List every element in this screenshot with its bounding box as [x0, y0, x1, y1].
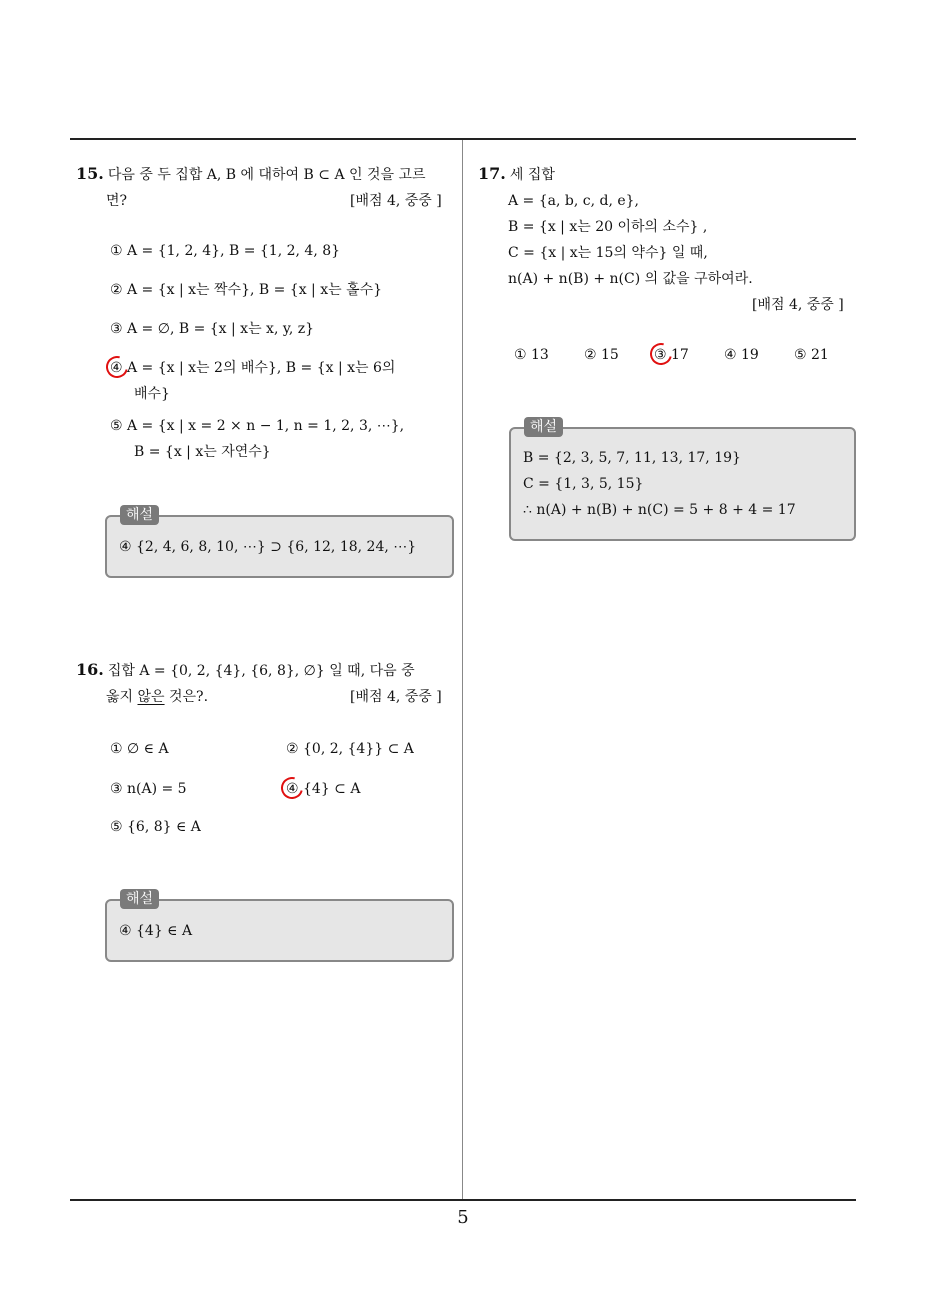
q17-set-b: B = {x | x는 20 이하의 소수} ,: [508, 219, 708, 235]
q15-score: [배점 4, 중중 ]: [350, 193, 442, 209]
q16-choice-3[interactable]: ③ n(A) = 5: [110, 781, 187, 797]
q15-choice-5[interactable]: ⑤ A = {x | x = 2 × n − 1, n = 1, 2, 3, ⋯},: [110, 418, 405, 434]
q17-choice-5[interactable]: ⑤ 21: [794, 347, 829, 363]
q15-choice-4[interactable]: ④ A = {x | x는 2의 배수}, B = {x | x는 6의: [110, 360, 396, 376]
q16-choice-1[interactable]: ① ∅ ∈ A: [110, 741, 169, 757]
q16-solution-text: ④ {4} ∈ A: [119, 923, 193, 939]
q15-solution-tag: 해설: [120, 505, 159, 525]
q15-stem-line1: 15. 다음 중 두 집합 A, B 에 대하여 B ⊂ A 인 것을 고르: [76, 164, 426, 183]
q16-choice-5[interactable]: ⑤ {6, 8} ∈ A: [110, 819, 201, 835]
column-divider: [462, 140, 463, 1200]
page-number: 5: [457, 1207, 469, 1228]
q16-choice-4[interactable]: ④ {4} ⊂ A: [286, 781, 361, 797]
q17-set-a: A = {a, b, c, d, e},: [508, 193, 640, 209]
q17-number: 17.: [478, 164, 506, 183]
q15-choice-5-cont: B = {x | x는 자연수}: [134, 444, 271, 460]
q17-choice-3[interactable]: ③ 17: [654, 347, 689, 363]
q17-choice-2[interactable]: ② 15: [584, 347, 619, 363]
q16-stem-line2: 옳지 않은 것은?.: [106, 689, 209, 705]
q16-underlined-word: 않은: [137, 689, 165, 705]
q17-solution-tag: 해설: [524, 417, 563, 437]
q17-solution-box: [509, 427, 856, 541]
q16-number: 16.: [76, 660, 104, 679]
q17-solution-line-3: ∴ n(A) + n(B) + n(C) = 5 + 8 + 4 = 17: [523, 502, 796, 518]
q17-solution-line-2: C = {1, 3, 5, 15}: [523, 476, 644, 492]
q17-score: [배점 4, 중중 ]: [752, 297, 844, 313]
top-rule: [70, 138, 856, 140]
q17-set-c: C = {x | x는 15의 약수} 일 때,: [508, 245, 708, 261]
q15-choice-2[interactable]: ② A = {x | x는 짝수}, B = {x | x는 홀수}: [110, 282, 383, 298]
q17-solution-line-1: B = {2, 3, 5, 7, 11, 13, 17, 19}: [523, 450, 741, 466]
q17-question: n(A) + n(B) + n(C) 의 값을 구하여라.: [508, 271, 753, 287]
q15-solution-text: ④ {2, 4, 6, 8, 10, ⋯} ⊃ {6, 12, 18, 24, ⋯}: [119, 539, 417, 555]
bottom-rule: [70, 1199, 856, 1201]
q15-choice-1[interactable]: ① A = {1, 2, 4}, B = {1, 2, 4, 8}: [110, 243, 341, 259]
q15-choice-4-cont: 배수}: [134, 386, 170, 402]
q16-choice-2[interactable]: ② {0, 2, {4}} ⊂ A: [286, 741, 414, 757]
q17-choice-4[interactable]: ④ 19: [724, 347, 759, 363]
q16-stem-line1: 16. 집합 A = {0, 2, {4}, {6, 8}, ∅} 일 때, 다음 중: [76, 660, 415, 679]
q15-choice-3[interactable]: ③ A = ∅, B = {x | x는 x, y, z}: [110, 321, 315, 337]
q15-stem-line2: 면?: [106, 193, 128, 209]
q15-solution-box: [105, 515, 454, 578]
q16-score: [배점 4, 중중 ]: [350, 689, 442, 705]
q15-number: 15.: [76, 164, 104, 183]
q17-stem-line1: 17. 세 집합: [478, 164, 555, 183]
q16-solution-tag: 해설: [120, 889, 159, 909]
q17-choice-1[interactable]: ① 13: [514, 347, 549, 363]
q16-solution-box: [105, 899, 454, 962]
